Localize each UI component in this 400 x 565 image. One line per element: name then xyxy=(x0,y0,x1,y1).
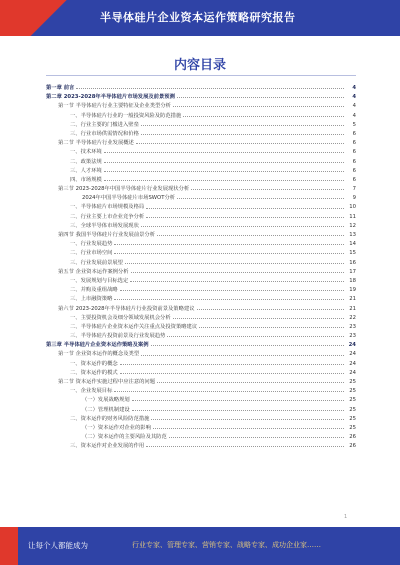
toc-entry-page: 5 xyxy=(352,121,356,128)
toc-entry[interactable] xyxy=(46,268,356,277)
toc-entry-page: 25 xyxy=(349,424,356,431)
toc-entry-label: 一、企业发展目标 xyxy=(70,388,113,395)
toc-leader-dots xyxy=(173,106,344,107)
toc-entry-label: 二、资本运作的财务风险防范措施 xyxy=(70,415,150,422)
toc-entry[interactable] xyxy=(46,222,356,231)
toc-entry-page: 6 xyxy=(352,158,356,165)
toc-entry[interactable] xyxy=(46,286,356,295)
toc-leader-dots xyxy=(76,88,344,89)
toc-entry-label: 一、半导体硅片市场规模及格局 xyxy=(70,204,145,211)
toc-entry[interactable] xyxy=(46,102,356,111)
toc-entry[interactable] xyxy=(46,231,356,240)
toc-entry-page: 26 xyxy=(349,434,356,441)
toc-entry[interactable] xyxy=(46,249,356,258)
toc-entry[interactable] xyxy=(46,360,356,369)
toc-leader-dots xyxy=(120,373,344,374)
toc-leader-dots xyxy=(146,217,344,218)
toc-leader-dots xyxy=(191,189,344,190)
toc-entry[interactable] xyxy=(46,167,356,176)
toc-leader-dots xyxy=(104,152,344,153)
toc-entry[interactable] xyxy=(46,396,356,405)
toc-entry-label: 一、发展规划与目标选定 xyxy=(70,277,129,284)
toc-leader-dots xyxy=(141,125,344,126)
toc-entry-page: 18 xyxy=(349,277,356,284)
toc-leader-dots xyxy=(114,299,344,300)
toc-entry-page: 6 xyxy=(352,130,356,137)
toc-entry-page: 23 xyxy=(349,323,356,330)
toc-entry-page: 25 xyxy=(349,406,356,413)
toc-entry-page: 6 xyxy=(352,140,356,147)
toc-entry[interactable] xyxy=(46,158,356,167)
toc-entry-page: 12 xyxy=(349,222,356,229)
toc-entry[interactable] xyxy=(46,424,356,433)
toc-entry[interactable] xyxy=(46,203,356,212)
toc-leader-dots xyxy=(132,410,344,411)
toc-entry[interactable] xyxy=(46,185,356,194)
toc-entry-page: 9 xyxy=(352,195,356,202)
toc-entry-label: 四、市场规模 xyxy=(70,176,102,183)
toc-leader-dots xyxy=(151,419,344,420)
toc-leader-dots xyxy=(197,309,345,310)
toc-entry-page: 24 xyxy=(349,360,356,367)
toc-entry-label: 二、半导体硅片企业资本运作关注重点及投资策略建议 xyxy=(70,323,198,330)
toc-heading: 内容目录 xyxy=(173,58,226,73)
toc-leader-dots xyxy=(131,272,344,273)
toc-entry[interactable] xyxy=(46,213,356,222)
toc-entry-page: 21 xyxy=(349,305,356,312)
toc-entry-page: 15 xyxy=(349,250,356,257)
toc-entry-label: 三、全球半导体市场发展现状 xyxy=(70,222,139,229)
toc-entry-label: 二、资本运作的模式 xyxy=(70,369,118,376)
footer-tagline: 行业专家、管理专家、营销专家、战略专家、成功企业家…… xyxy=(132,541,321,549)
toc-leader-dots xyxy=(120,290,344,291)
toc-leader-dots xyxy=(141,226,344,227)
toc-entry[interactable] xyxy=(46,194,356,203)
toc-entry[interactable] xyxy=(46,369,356,378)
toc-entry-page: 26 xyxy=(349,443,356,450)
toc-entry-page: 25 xyxy=(349,388,356,395)
footer-slogan: 让每个人都能成为 xyxy=(28,541,88,550)
toc-entry-label: 三、半导体硅片投资前景及行业发展趋势 xyxy=(70,333,166,340)
toc-leader-dots xyxy=(169,437,344,438)
toc-entry-label: （一）资本运作对企业的影响 xyxy=(82,424,151,431)
toc-entry-page: 6 xyxy=(352,167,356,174)
toc-entry-page: 10 xyxy=(349,204,356,211)
toc-entry[interactable] xyxy=(46,176,356,185)
toc-entry-label: 三、上市融资策略 xyxy=(70,296,113,303)
toc-entry[interactable] xyxy=(46,295,356,304)
toc-leader-dots xyxy=(157,382,344,383)
toc-entry-label: 一、行业发展趋势 xyxy=(70,241,113,248)
toc-entry-label: 第一节 半导体硅片行业主要特征及企业类型分析 xyxy=(58,103,171,110)
toc-entry-label: 第三节 2023-2028年中国半导体硅片行业发展现状分析 xyxy=(58,186,190,193)
toc-entry-page: 25 xyxy=(349,379,356,385)
toc-entry-label: 三、行业发展前景展望 xyxy=(70,259,123,266)
toc-entry[interactable] xyxy=(46,121,356,130)
toc-leader-dots xyxy=(120,364,344,365)
toc-entry-label: 第一节 企业资本运作的概念及类型 xyxy=(58,351,140,358)
toc-entry-label: 第五节 企业资本运作案例分析 xyxy=(58,268,129,275)
toc-leader-dots xyxy=(199,327,344,328)
toc-entry-page: 22 xyxy=(349,314,356,321)
toc-entry-label: 三、人才环境 xyxy=(70,167,102,174)
toc-leader-dots xyxy=(173,318,344,319)
toc-entry-page: 16 xyxy=(349,259,356,266)
toc-entry[interactable] xyxy=(46,277,356,286)
toc-leader-dots xyxy=(114,253,344,254)
toc-entry-label: （二）管理机制建设 xyxy=(82,406,130,413)
toc-leader-dots xyxy=(104,180,344,181)
toc-entry[interactable] xyxy=(46,378,356,387)
toc-entry-page: 25 xyxy=(349,397,356,404)
toc-leader-dots xyxy=(153,428,344,429)
toc-entry[interactable] xyxy=(46,240,356,249)
divider xyxy=(46,75,356,76)
toc-entry-page: 21 xyxy=(349,296,356,303)
toc-entry-label: 第六节 2023-2028年半导体硅片行业投资前景及策略建议 xyxy=(58,305,195,312)
toc-leader-dots xyxy=(183,116,344,117)
report-title: 半导体硅片企业资本运作策略研究报告 xyxy=(100,11,296,24)
toc-entry-label: 第二章 2023-2028年半导体硅片市场发展及前景预测 xyxy=(46,94,175,101)
toc-entry-label: 2024年中国半导体硅片市场SWOT分析 xyxy=(82,195,176,202)
toc-entry[interactable] xyxy=(46,341,356,350)
toc-entry-label: 一、主要投资机会及细分领域发展机会分析 xyxy=(70,314,171,321)
toc-leader-dots xyxy=(114,391,344,392)
table-of-contents xyxy=(46,84,356,452)
toc-entry-page: 23 xyxy=(349,333,356,340)
page-number: 1 xyxy=(344,514,348,520)
toc-entry-label: 二、并购及重组战略 xyxy=(70,287,118,294)
toc-entry-page: 24 xyxy=(348,342,356,349)
toc-entry[interactable] xyxy=(46,323,356,332)
toc-leader-dots xyxy=(151,345,345,346)
toc-leader-dots xyxy=(104,171,344,172)
toc-entry-page: 4 xyxy=(352,103,356,110)
toc-leader-dots xyxy=(141,355,344,356)
toc-entry-label: 三、行业市场供需情况和价格 xyxy=(70,130,139,137)
toc-entry-page: 6 xyxy=(352,149,356,156)
toc-entry-page: 24 xyxy=(349,351,356,358)
toc-entry-page: 11 xyxy=(349,213,356,220)
toc-entry-label: 三、资本运作对企业发展的作用 xyxy=(70,443,145,450)
toc-entry[interactable] xyxy=(46,259,356,268)
toc-entry-label: 二、政策法规 xyxy=(70,158,102,165)
toc-entry-label: 第二节 资本运作实施过程中应注意的问题 xyxy=(58,379,156,385)
toc-entry[interactable] xyxy=(46,112,356,121)
toc-entry-page: 7 xyxy=(352,186,356,193)
toc-entry-page: 24 xyxy=(349,369,356,376)
toc-leader-dots xyxy=(125,263,344,264)
toc-entry-page: 17 xyxy=(349,268,356,275)
toc-entry-label: 一、资本运作的概念 xyxy=(70,360,118,367)
toc-entry-label: 二、行业市场空间 xyxy=(70,250,113,257)
toc-entry-label: 第四节 我国半导体硅片行业发展前景分析 xyxy=(58,232,156,238)
toc-entry-page: 25 xyxy=(349,415,356,422)
toc-entry-page: 19 xyxy=(349,287,356,294)
footer-accent xyxy=(0,527,18,565)
toc-entry-page: 6 xyxy=(352,176,356,183)
toc-entry-label: 第二节 半导体硅片行业发展概述 xyxy=(58,140,134,147)
toc-entry[interactable] xyxy=(46,305,356,314)
toc-entry-label: 一、半导体硅片行业的一般投资风险及防范措施 xyxy=(70,112,182,119)
toc-entry[interactable] xyxy=(46,406,356,415)
toc-entry[interactable] xyxy=(46,387,356,396)
toc-entry[interactable] xyxy=(46,332,356,341)
toc-entry-page: 4 xyxy=(352,112,356,119)
toc-leader-dots xyxy=(141,134,344,135)
toc-entry-page: 4 xyxy=(352,85,356,91)
toc-entry-label: （二）资本运作的主要风险及其防范 xyxy=(82,434,167,441)
toc-leader-dots xyxy=(157,235,344,236)
toc-leader-dots xyxy=(130,281,344,282)
toc-leader-dots xyxy=(167,336,344,337)
toc-leader-dots xyxy=(177,198,344,199)
toc-leader-dots xyxy=(114,244,344,245)
toc-entry[interactable] xyxy=(46,433,356,442)
toc-leader-dots xyxy=(136,143,344,144)
header-accent xyxy=(0,0,84,36)
toc-entry[interactable] xyxy=(46,415,356,424)
toc-leader-dots xyxy=(132,400,344,401)
toc-entry[interactable] xyxy=(46,93,356,102)
toc-entry-label: 第三章 半导体硅片企业资本运作策略及案例 xyxy=(46,342,149,349)
toc-entry[interactable] xyxy=(46,314,356,323)
toc-entry[interactable] xyxy=(46,442,356,451)
toc-leader-dots xyxy=(177,97,344,98)
toc-entry-label: 二、行业主要的门槛进入壁垒 xyxy=(70,121,139,128)
toc-entry-page: 14 xyxy=(349,241,356,248)
toc-entry-page: 13 xyxy=(349,232,356,238)
toc-entry-page: 4 xyxy=(352,94,356,101)
toc-entry[interactable] xyxy=(46,130,356,139)
toc-entry[interactable] xyxy=(46,148,356,157)
toc-entry-label: 第一章 前言 xyxy=(46,85,75,91)
toc-entry-label: 一、技术环境 xyxy=(70,149,102,156)
toc-entry[interactable] xyxy=(46,350,356,359)
toc-leader-dots xyxy=(146,208,344,209)
toc-leader-dots xyxy=(146,446,344,447)
toc-entry[interactable] xyxy=(46,84,356,93)
toc-entry-label: 二、行业主要上市企业竞争分析 xyxy=(70,213,145,220)
toc-entry-label: （一）发展战略规划 xyxy=(82,397,130,404)
toc-entry[interactable] xyxy=(46,139,356,148)
toc-leader-dots xyxy=(104,162,344,163)
